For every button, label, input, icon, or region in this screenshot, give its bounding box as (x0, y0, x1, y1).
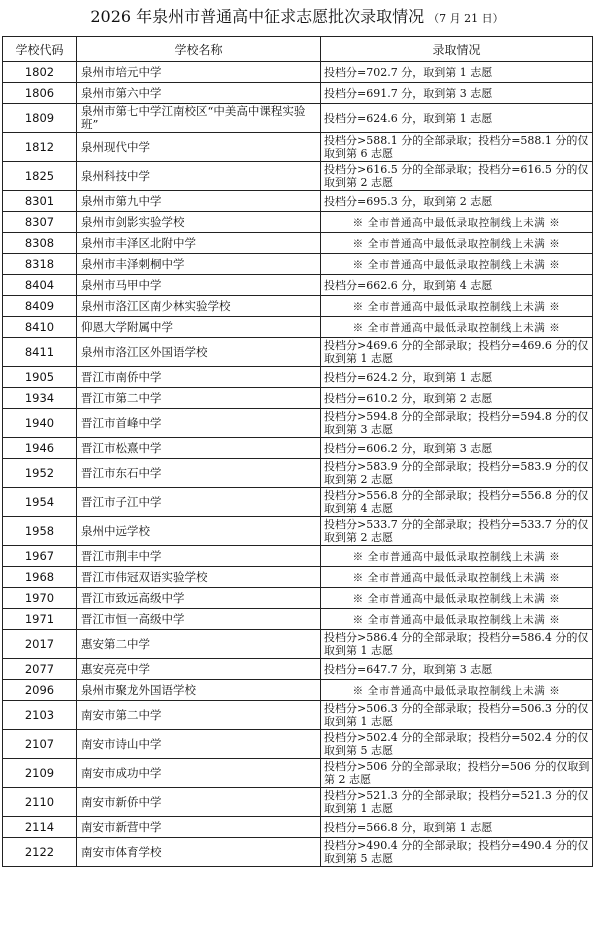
table-row (3, 730, 593, 759)
table-row (3, 162, 593, 191)
table-row (3, 680, 593, 701)
table-row (3, 233, 593, 254)
admission-status: 投档分=624.6 分，取到第 1 志愿 (321, 104, 593, 133)
admission-status: 投档分>533.7 分的全部录取；投档分=533.7 分的仅取到第 2 志愿 (321, 517, 593, 546)
table-row (3, 388, 593, 409)
admission-status: 投档分>490.4 分的全部录取；投档分=490.4 分的仅取到第 5 志愿 (321, 838, 593, 867)
table-row (3, 817, 593, 838)
school-name: 南安市体育学校 (77, 838, 321, 867)
school-name: 晋江市致远高级中学 (77, 588, 321, 609)
admission-status: 投档分>616.5 分的全部录取；投档分=616.5 分的仅取到第 2 志愿 (321, 162, 593, 191)
school-name: 泉州中远学校 (77, 517, 321, 546)
table-row (3, 212, 593, 233)
admission-status: ※ 全市普通高中最低录取控制线上未满 ※ (321, 254, 593, 275)
school-name: 南安市成功中学 (77, 759, 321, 788)
school-code: 2017 (3, 630, 77, 659)
table-row (3, 83, 593, 104)
school-code: 1968 (3, 567, 77, 588)
school-code: 2096 (3, 680, 77, 701)
table-row (3, 567, 593, 588)
school-code: 8307 (3, 212, 77, 233)
school-name: 泉州现代中学 (77, 133, 321, 162)
school-name: 泉州市聚龙外国语学校 (77, 680, 321, 701)
table-row (3, 517, 593, 546)
admission-status: 投档分>502.4 分的全部录取；投档分=502.4 分的仅取到第 5 志愿 (321, 730, 593, 759)
school-name: 惠安亮亮中学 (77, 659, 321, 680)
admission-status: 投档分=691.7 分，取到第 3 志愿 (321, 83, 593, 104)
school-code: 1934 (3, 388, 77, 409)
school-name: 晋江市首峰中学 (77, 409, 321, 438)
admission-status: 投档分>469.6 分的全部录取；投档分=469.6 分的仅取到第 1 志愿 (321, 338, 593, 367)
school-code: 8308 (3, 233, 77, 254)
admission-status: ※ 全市普通高中最低录取控制线上未满 ※ (321, 296, 593, 317)
table-row (3, 630, 593, 659)
school-code: 1970 (3, 588, 77, 609)
header-name: 学校名称 (77, 37, 321, 62)
school-code: 1825 (3, 162, 77, 191)
school-name: 南安市第二中学 (77, 701, 321, 730)
title-main: 2026 年泉州市普通高中征求志愿批次录取情况 (90, 7, 425, 26)
school-code: 1958 (3, 517, 77, 546)
admission-status: ※ 全市普通高中最低录取控制线上未满 ※ (321, 212, 593, 233)
school-name: 晋江市南侨中学 (77, 367, 321, 388)
admission-status: 投档分>506.3 分的全部录取；投档分=506.3 分的仅取到第 1 志愿 (321, 701, 593, 730)
table-body (3, 62, 593, 867)
admission-status: 投档分>594.8 分的全部录取；投档分=594.8 分的仅取到第 3 志愿 (321, 409, 593, 438)
admission-status: ※ 全市普通高中最低录取控制线上未满 ※ (321, 546, 593, 567)
table-row (3, 317, 593, 338)
school-name: 晋江市伟冠双语实验学校 (77, 567, 321, 588)
admission-status: ※ 全市普通高中最低录取控制线上未满 ※ (321, 609, 593, 630)
table-row (3, 488, 593, 517)
admission-status: 投档分>588.1 分的全部录取；投档分=588.1 分的仅取到第 6 志愿 (321, 133, 593, 162)
admission-status: 投档分=624.2 分，取到第 1 志愿 (321, 367, 593, 388)
header-admission: 录取情况 (321, 37, 593, 62)
table-row (3, 62, 593, 83)
admission-status: 投档分=606.2 分，取到第 3 志愿 (321, 438, 593, 459)
school-code: 2077 (3, 659, 77, 680)
table-row (3, 338, 593, 367)
admission-status: ※ 全市普通高中最低录取控制线上未满 ※ (321, 567, 593, 588)
school-name: 泉州科技中学 (77, 162, 321, 191)
school-code: 1954 (3, 488, 77, 517)
admission-status: 投档分=662.6 分，取到第 4 志愿 (321, 275, 593, 296)
school-name: 惠安第二中学 (77, 630, 321, 659)
admission-status: 投档分=610.2 分，取到第 2 志愿 (321, 388, 593, 409)
school-name: 晋江市第二中学 (77, 388, 321, 409)
admission-status: 投档分>586.4 分的全部录取；投档分=586.4 分的仅取到第 1 志愿 (321, 630, 593, 659)
admission-status: 投档分>521.3 分的全部录取；投档分=521.3 分的仅取到第 1 志愿 (321, 788, 593, 817)
table-row (3, 296, 593, 317)
school-code: 8410 (3, 317, 77, 338)
admission-status: ※ 全市普通高中最低录取控制线上未满 ※ (321, 680, 593, 701)
school-name: 泉州市丰泽区北附中学 (77, 233, 321, 254)
admission-status: 投档分>506 分的全部录取；投档分=506 分的仅取到第 2 志愿 (321, 759, 593, 788)
school-name: 泉州市洛江区南少林实验学校 (77, 296, 321, 317)
school-code: 1812 (3, 133, 77, 162)
admission-status: 投档分>556.8 分的全部录取；投档分=556.8 分的仅取到第 4 志愿 (321, 488, 593, 517)
table-row (3, 701, 593, 730)
school-name: 晋江市恒一高级中学 (77, 609, 321, 630)
table-row (3, 759, 593, 788)
table-row (3, 409, 593, 438)
school-name: 南安市诗山中学 (77, 730, 321, 759)
school-code: 1967 (3, 546, 77, 567)
school-name: 晋江市东石中学 (77, 459, 321, 488)
table-row (3, 609, 593, 630)
school-code: 8411 (3, 338, 77, 367)
table-row (3, 133, 593, 162)
admission-status: ※ 全市普通高中最低录取控制线上未满 ※ (321, 233, 593, 254)
admission-status: 投档分=702.7 分，取到第 1 志愿 (321, 62, 593, 83)
school-name: 晋江市子江中学 (77, 488, 321, 517)
school-code: 1946 (3, 438, 77, 459)
admission-status: 投档分=695.3 分，取到第 2 志愿 (321, 191, 593, 212)
school-code: 8301 (3, 191, 77, 212)
school-code: 2110 (3, 788, 77, 817)
table-row (3, 788, 593, 817)
table-row (3, 254, 593, 275)
school-name: 泉州市马甲中学 (77, 275, 321, 296)
school-code: 2114 (3, 817, 77, 838)
school-code: 1809 (3, 104, 77, 133)
table-header-row (3, 37, 593, 62)
header-code: 学校代码 (3, 37, 77, 62)
school-name: 南安市新侨中学 (77, 788, 321, 817)
table-row (3, 191, 593, 212)
school-code: 2107 (3, 730, 77, 759)
school-name: 泉州市剑影实验学校 (77, 212, 321, 233)
school-name: 泉州市第九中学 (77, 191, 321, 212)
document-title (0, 0, 594, 34)
table-row (3, 588, 593, 609)
table-row (3, 275, 593, 296)
school-code: 1802 (3, 62, 77, 83)
table-row (3, 438, 593, 459)
school-code: 1806 (3, 83, 77, 104)
school-code: 2103 (3, 701, 77, 730)
table-row (3, 659, 593, 680)
table-row (3, 459, 593, 488)
school-code: 1905 (3, 367, 77, 388)
admission-status: ※ 全市普通高中最低录取控制线上未满 ※ (321, 317, 593, 338)
school-name: 晋江市荆丰中学 (77, 546, 321, 567)
school-code: 2122 (3, 838, 77, 867)
admission-status: 投档分=566.8 分，取到第 1 志愿 (321, 817, 593, 838)
admission-table (2, 36, 593, 867)
school-code: 8318 (3, 254, 77, 275)
admission-status: 投档分=647.7 分，取到第 3 志愿 (321, 659, 593, 680)
admission-status: 投档分>583.9 分的全部录取；投档分=583.9 分的仅取到第 2 志愿 (321, 459, 593, 488)
school-name: 泉州市培元中学 (77, 62, 321, 83)
admission-status: ※ 全市普通高中最低录取控制线上未满 ※ (321, 588, 593, 609)
table-row (3, 546, 593, 567)
school-name: 晋江市松熹中学 (77, 438, 321, 459)
table-row (3, 838, 593, 867)
school-code: 1940 (3, 409, 77, 438)
school-name: 仰恩大学附属中学 (77, 317, 321, 338)
school-code: 1971 (3, 609, 77, 630)
table-row (3, 104, 593, 133)
school-name: 南安市新营中学 (77, 817, 321, 838)
title-date: （7 月 21 日） (428, 12, 504, 25)
school-code: 1952 (3, 459, 77, 488)
school-name: 泉州市第七中学江南校区“中美高中课程实验班” (77, 104, 321, 133)
school-name: 泉州市洛江区外国语学校 (77, 338, 321, 367)
school-code: 8409 (3, 296, 77, 317)
school-code: 2109 (3, 759, 77, 788)
school-name: 泉州市丰泽刺桐中学 (77, 254, 321, 275)
table-row (3, 367, 593, 388)
school-name: 泉州市第六中学 (77, 83, 321, 104)
school-code: 8404 (3, 275, 77, 296)
